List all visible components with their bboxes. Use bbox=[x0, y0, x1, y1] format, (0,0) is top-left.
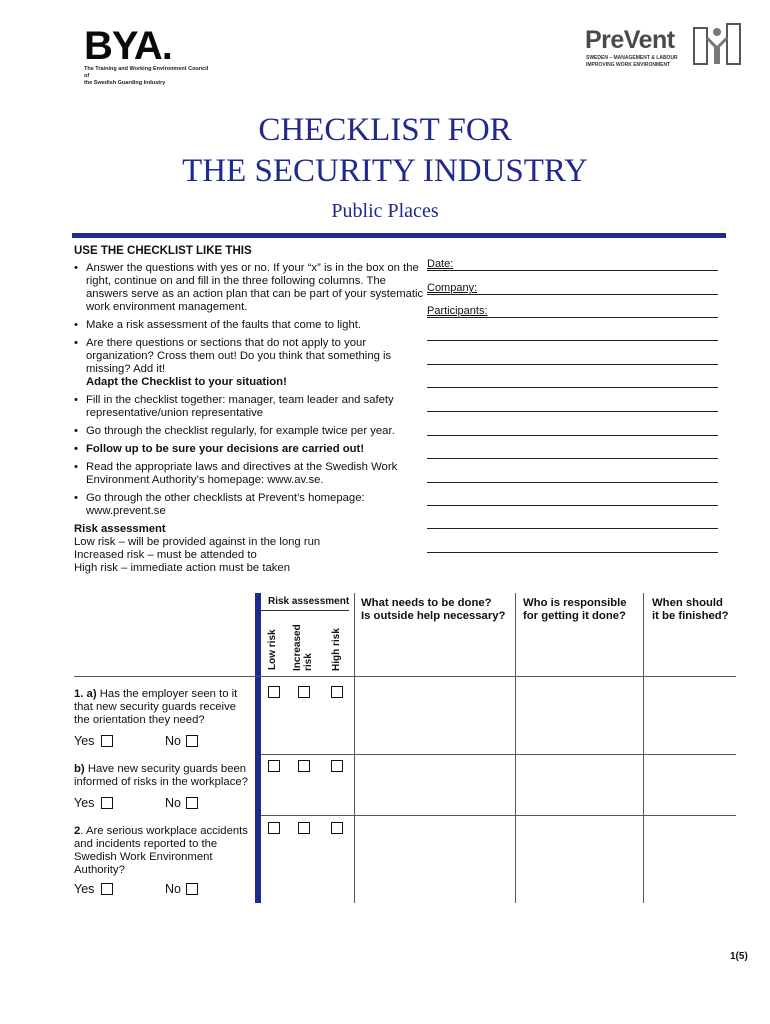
participants-field[interactable] bbox=[427, 306, 718, 318]
prevent-figure-icon bbox=[693, 22, 741, 66]
column-divider bbox=[515, 593, 516, 903]
date-label: Date: bbox=[427, 258, 454, 270]
yes-checkbox[interactable] bbox=[101, 735, 113, 747]
row-divider bbox=[74, 676, 736, 677]
participants-line[interactable] bbox=[427, 387, 718, 388]
no-checkbox[interactable] bbox=[186, 797, 198, 809]
participants-line[interactable] bbox=[427, 411, 718, 412]
increased-risk-checkbox[interactable] bbox=[298, 822, 310, 834]
page-title-line-2: THE SECURITY INDUSTRY bbox=[182, 153, 588, 189]
risk-assessment-legend bbox=[74, 523, 320, 575]
no-label: No bbox=[165, 882, 181, 896]
who-responsible-header bbox=[523, 597, 627, 623]
header-line: it be finished? bbox=[652, 610, 729, 622]
risk-legend-increased: Increased risk – must be attended to bbox=[74, 549, 257, 561]
high-risk-header: High risk bbox=[331, 628, 342, 671]
question-1a bbox=[74, 688, 254, 727]
yes-checkbox[interactable] bbox=[101, 883, 113, 895]
header-line: Who is responsible bbox=[523, 597, 627, 609]
participants-line[interactable] bbox=[427, 528, 718, 529]
question-number: b) bbox=[74, 763, 85, 775]
page-number: 1(5) bbox=[730, 951, 748, 962]
question-1b bbox=[74, 763, 259, 789]
increased-risk-line: Increased bbox=[292, 624, 303, 671]
instructions-heading: USE THE CHECKLIST LIKE THIS bbox=[74, 245, 252, 257]
increased-risk-checkbox[interactable] bbox=[298, 760, 310, 772]
prevent-sub-line: IMPROVING WORK ENVIRONMENT bbox=[586, 61, 671, 68]
yes-label: Yes bbox=[74, 882, 95, 896]
page-subtitle: Public Places bbox=[331, 200, 439, 222]
company-field[interactable] bbox=[427, 283, 718, 295]
list-item-text: Go through the checklist regularly, for example twice per year. bbox=[86, 425, 395, 437]
list-item-text: Fill in the checklist together: manager, team leader and safety representative/union representative bbox=[86, 394, 394, 419]
bya-sub-line: the Swedish Guarding Industry bbox=[84, 80, 166, 86]
list-item-text: Read the appropriate laws and directives at the Swedish Work Environment Authority’s homepage: www.av.se. bbox=[86, 461, 398, 486]
participants-label: Participants: bbox=[427, 305, 488, 317]
list-item-emphasis: Adapt the Checklist to your situation! bbox=[86, 376, 287, 388]
bya-logo-wordmark: BYA. bbox=[84, 24, 172, 68]
list-item-text: Follow up to be sure your decisions are carried out! bbox=[86, 443, 365, 455]
question-number: 1. a) bbox=[74, 688, 97, 700]
prevent-logo-wordmark: PreVent bbox=[585, 26, 675, 54]
date-field[interactable] bbox=[427, 259, 718, 271]
when-finished-header bbox=[652, 597, 729, 623]
company-label: Company: bbox=[427, 282, 478, 294]
participants-line[interactable] bbox=[427, 435, 718, 436]
prevent-logo-subtitle bbox=[586, 55, 678, 68]
participants-line[interactable] bbox=[427, 458, 718, 459]
bya-logo-subtitle bbox=[84, 66, 214, 87]
page-title-line-1: CHECKLIST FOR bbox=[258, 112, 512, 148]
low-risk-checkbox[interactable] bbox=[268, 686, 280, 698]
question-text: Has the employer seen to it that new security guards receive the orientation they need? bbox=[74, 688, 238, 726]
low-risk-checkbox[interactable] bbox=[268, 822, 280, 834]
increased-risk-line: risk bbox=[303, 653, 314, 671]
no-checkbox[interactable] bbox=[186, 883, 198, 895]
participants-line[interactable] bbox=[427, 482, 718, 483]
no-checkbox[interactable] bbox=[186, 735, 198, 747]
participants-line[interactable] bbox=[427, 505, 718, 506]
list-item bbox=[74, 319, 424, 332]
risk-assessment-header: Risk assessment bbox=[268, 596, 350, 607]
list-item bbox=[74, 262, 424, 314]
list-item bbox=[74, 492, 424, 518]
instructions-list bbox=[74, 262, 424, 523]
header-line: What needs to be done? bbox=[361, 597, 492, 609]
risk-legend-high: High risk – immediate action must be taken bbox=[74, 562, 290, 574]
list-item bbox=[74, 425, 424, 438]
no-label: No bbox=[165, 796, 181, 810]
list-item-text: Answer the questions with yes or no. If your “x” is in the box on the right, continue on and fill in the three following columns. The answers serve as an action plan that can be part of your systematic work environment management. bbox=[86, 262, 424, 313]
high-risk-checkbox[interactable] bbox=[331, 822, 343, 834]
list-item-text: Make a risk assessment of the faults that come to light. bbox=[86, 319, 362, 331]
bya-sub-line: The Training and Working Environment Council of bbox=[84, 66, 209, 79]
header-line: for getting it done? bbox=[523, 610, 626, 622]
list-item bbox=[74, 461, 424, 487]
list-item-text: Go through the other checklists at Prevent’s homepage: www.prevent.se bbox=[86, 492, 365, 517]
row-divider bbox=[261, 754, 736, 755]
row-divider bbox=[261, 815, 736, 816]
prevent-sub-line: SWEDEN – MANAGEMENT & LABOUR bbox=[586, 55, 678, 61]
participants-line[interactable] bbox=[427, 364, 718, 365]
header-line: Is outside help necessary? bbox=[361, 610, 506, 622]
title-divider bbox=[72, 233, 726, 238]
high-risk-checkbox[interactable] bbox=[331, 686, 343, 698]
participants-line[interactable] bbox=[427, 340, 718, 341]
low-risk-checkbox[interactable] bbox=[268, 760, 280, 772]
yes-label: Yes bbox=[74, 734, 95, 748]
column-divider bbox=[643, 593, 644, 903]
question-2 bbox=[74, 825, 254, 877]
yes-checkbox[interactable] bbox=[101, 797, 113, 809]
high-risk-checkbox[interactable] bbox=[331, 760, 343, 772]
yes-label: Yes bbox=[74, 796, 95, 810]
risk-legend-heading: Risk assessment bbox=[74, 523, 166, 535]
risk-header-divider bbox=[261, 610, 349, 611]
list-item bbox=[74, 443, 424, 456]
list-item bbox=[74, 394, 424, 420]
low-risk-header: Low risk bbox=[267, 629, 278, 670]
increased-risk-header bbox=[292, 624, 314, 671]
increased-risk-checkbox[interactable] bbox=[298, 686, 310, 698]
bya-logo bbox=[84, 24, 214, 87]
header-line: When should bbox=[652, 597, 723, 609]
list-item-text: Are there questions or sections that do not apply to your organization? Cross them out! Do you think that something is missing? Add it! bbox=[86, 337, 392, 375]
prevent-logo bbox=[585, 22, 745, 72]
participants-line[interactable] bbox=[427, 552, 718, 553]
list-item bbox=[74, 337, 424, 389]
what-needs-done-header bbox=[361, 597, 505, 623]
question-text: Have new security guards been informed of risks in the workplace? bbox=[74, 763, 248, 788]
column-divider bbox=[354, 593, 355, 903]
no-label: No bbox=[165, 734, 181, 748]
risk-legend-low: Low risk – will be provided against in the long run bbox=[74, 536, 321, 548]
question-text: . Are serious workplace accidents and incidents reported to the Swedish Work Environment Authority? bbox=[74, 825, 248, 876]
question-number: 2 bbox=[74, 825, 81, 837]
table-left-bar bbox=[255, 593, 261, 903]
